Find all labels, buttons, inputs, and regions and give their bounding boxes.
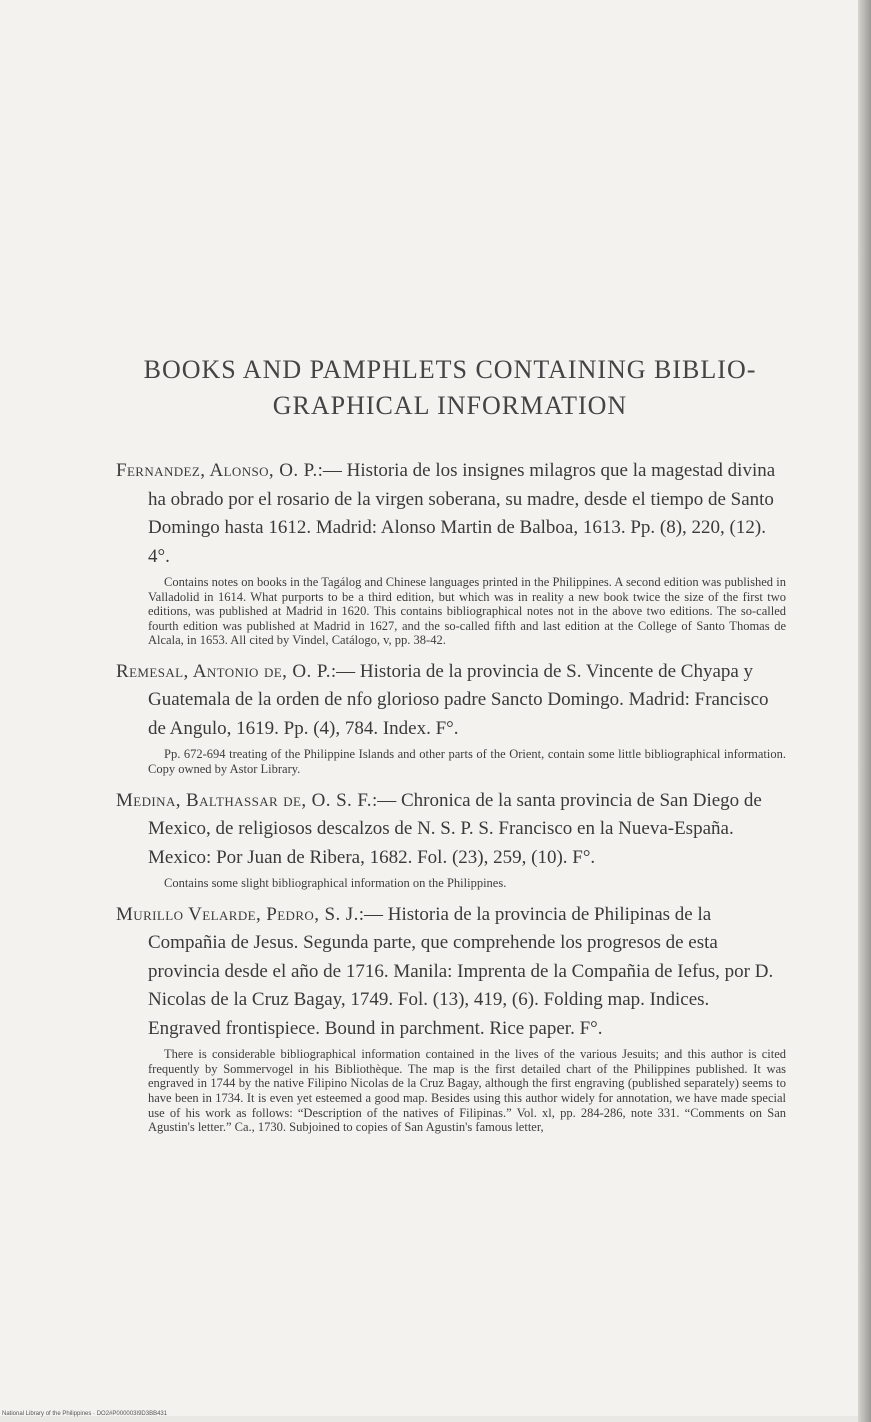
entry-author: Murillo Velarde, Pedro, S. J. [116,903,359,925]
bibliography-list [116,457,786,1145]
entry-author: Medina, Balthassar de, O. S. F. [116,789,372,811]
entry-citation [116,457,786,571]
page-heading [110,352,790,424]
entry-text: :— Historia de la provincia de S. Vincente de Chyapa y Guatemala de la orden de nfo glorioso padre Sancto Domingo. Madrid: Francisco de Angulo, 1619. Pp. (4), 784. Index. F°. [148,660,769,739]
entry-note: There is considerable bibliographical information contained in the lives of the various Jesuits; and this author is cited frequently by Sommervogel in his Bibliothèque. The map is the first detailed chart of the Philippines published. It was engraved in 1744 by the native Filipino Nicolas de la Cruz Bagay, although the first engraving (published separately) seems to have been in 1734. It is even yet esteemed a good map. Besides using this author widely for annotation, we have made special use of his work as follows: “Description of the natives of Filipinas.” Vol. xl, pp. 284-286, note 331. “Comments on San Agustin's letter.” Ca., 1730. Subjoined to copies of San Agustin's famous letter, [148,1047,786,1135]
entry-note: Pp. 672-694 treating of the Philippine Islands and other parts of the Orient, contain some little bibliographical information. Copy owned by Astor Library. [148,747,786,777]
heading-line-2: GRAPHICAL INFORMATION [272,391,628,420]
bibliography-entry [116,457,786,648]
entry-text: :— Historia de los insignes milagros que la magestad divina ha obrado por el rosario de la virgen soberana, su madre, desde el tiempo de Santo Domingo hasta 1612. Madrid: Alonso Martin de Balboa, 1613. Pp. (8), 220, (12). 4°. [148,460,776,567]
entry-citation [116,658,786,744]
entry-author: Remesal, Antonio de, O. P. [116,660,331,682]
entry-note: Contains notes on books in the Tagálog and Chinese languages printed in the Philippines. A second edition was published in Valladolid in 1614. What purports to be a third edition, but which was in reality a new book twice the size of the first two editions, was published at Madrid in 1620. This contains bibliographical notes not in the above two editions. The so-called fourth edition was published at Madrid in 1627, and the so-called fifth and last edition at the College of Santo Thomas de Alcala, in 1653. All cited by Vindel, Catálogo, v, pp. 38-42. [148,575,786,648]
entry-text: :— Chronica de la santa provincia de San Diego de Mexico, de religiosos descalzos de N. S. P. S. Francisco en la Nueva-España. Mexico: Por Juan de Ribera, 1682. Fol. (23), 259, (10). F°. [148,789,762,868]
page-edge-shadow [858,0,871,1422]
bibliography-entry [116,658,786,777]
entry-text: :— Historia de la provincia de Philipinas de la Compañia de Jesus. Segunda parte, que comprehende los progresos de esta provincia desde el año de 1716. Manila: Imprenta de la Compañia de Iefus, por D. Nicolas de la Cruz Bagay, 1749. Fol. (13), 419, (6). Folding map. Indices. Engraved frontispiece. Bound in parchment. Rice paper. F°. [148,903,774,1039]
entry-note: Contains some slight bibliographical information on the Philippines. [164,876,507,891]
bibliography-entry [116,901,786,1135]
bibliography-entry [116,787,786,891]
entry-citation [116,901,786,1044]
heading-line-1: BOOKS AND PAMPHLETS CONTAINING BIBLIO- [143,355,757,384]
entry-author: Fernandez, Alonso, O. P. [116,460,318,481]
entry-citation [116,787,786,873]
scan-footer: National Library of the Philippines · DO2#P000003I9D3BB431 [2,1411,168,1417]
